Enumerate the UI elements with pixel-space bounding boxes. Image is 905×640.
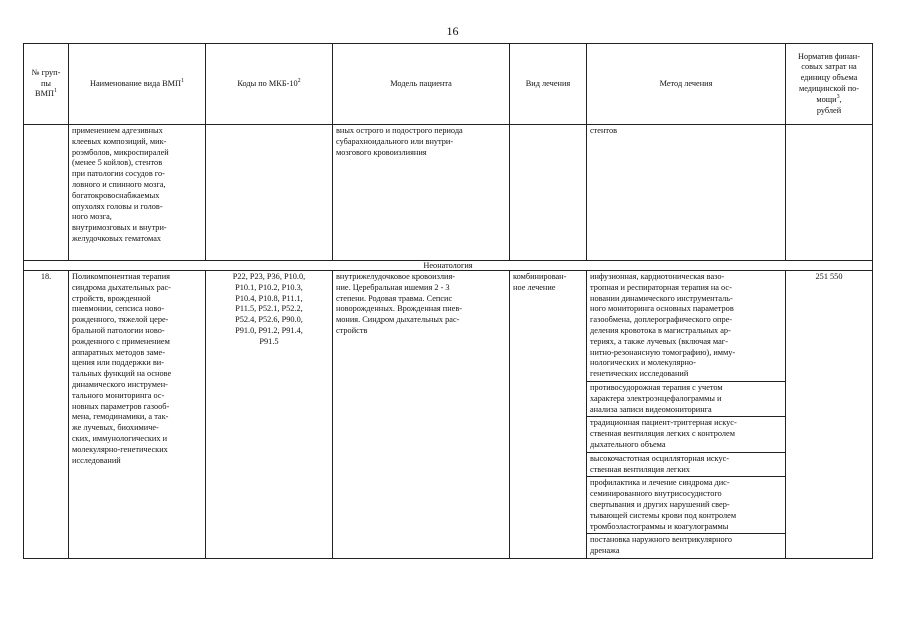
header-vmp-name: Наименование вида ВМП$^1$ (69, 44, 206, 125)
continued-patient-model: вных острого и подострого периода субарахноидального или внутри- мозгового кровоизлияния (333, 125, 510, 261)
header-patient-model: Модель пациента (333, 44, 510, 125)
row18-methods (587, 271, 786, 559)
row18-vmp-name: Поликомпонентная терапия синдрома дыхательных рас- стройств, врожденной пневмонии, сепсиса ново- рожденного, тяжелой цере- бральной патологии ново- рожденного с применением аппаратных методов заме- щения или поддержки ви- тальных функций на основе динамического инструмен- тального мониторинга ос- новных параметров газооб- мена, гемодинамики, а так- же лучевых, биохимиче- ских, иммунологических и молекулярно-генетических исследований (69, 271, 206, 559)
vmp-table (23, 43, 873, 559)
row18-group-number: 18. (24, 271, 69, 559)
header-group-number: № груп- пы ВМП$^1$ (24, 44, 69, 125)
continued-vmp-name: применением адгезивных клеевых композиций, мик- роэмболов, микроспиралей (менее 5 койлов), стентов при патологии сосудов го- ловного и спинного мозга, богатокровоснабжаемых опухолях головы и голов- ного мозга, внутримозговых и внутри- желудочковых гематомах (69, 125, 206, 261)
row18-treatment-type: комбинирован- ное лечение (510, 271, 587, 559)
method-item: инфузионная, кардиотоническая вазо- тропная и респираторная терапия на ос- новании динамического инструменталь- ного мониторинга основных параметров газообмена, доплерографического опре- деления кровотока в магистральных ар- териях, а также лучевых (включая маг- нитно-резонансную томографию), имму- нологических и молекулярно- генетических исследований (590, 272, 736, 379)
header-financial-norm: Норматив финан- совых затрат на единицу объема медицинской по- мощи$^3$, рублей (786, 44, 873, 125)
method-item: традиционная пациент-триггерная искус- ственная вентиляция легких с контролем дыхательного объема (587, 416, 785, 451)
header-icd-codes: Коды по МКБ-$10^2$ (206, 44, 333, 125)
row-18 (24, 271, 873, 559)
section-row (24, 261, 873, 271)
method-item: противосудорожная терапия с учетом характера электроэнцефалограммы и анализа записи видеомониторинга (587, 381, 785, 416)
page-number: 16 (446, 24, 459, 38)
continued-method: стентов (587, 125, 786, 261)
method-item: постановка наружного вентрикулярного дренажа (587, 533, 785, 558)
header-treatment-method: Метод лечения (587, 44, 786, 125)
continued-row (24, 125, 873, 261)
section-title: Неонатология (24, 261, 873, 271)
row18-financial-norm: 251 550 (786, 271, 873, 559)
header-treatment-type: Вид лечения (510, 44, 587, 125)
header-row (24, 44, 873, 125)
row18-patient-model: внутрижелудочковое кровоизлия- ние. Церебральная ишемия 2 - 3 степени. Родовая травма. Сепсис новорожденных. Врожденная пнев- мония. Синдром дыхательных рас- стройств (333, 271, 510, 559)
method-item: профилактика и лечение синдрома дис- семинированного внутрисосудистого свертывания и других нарушений свер- тывающей системы крови под контролем тромбоэластограммы и коагулограммы (587, 476, 785, 533)
row18-icd-codes: P22, P23, P36, P10.0, P10.1, P10.2, P10.3, P10.4, P10.8, P11.1, P11.5, P52.1, P52.2, P52.4, P52.6, P90.0, P91.0, P91.2, P91.4, P91.5 (206, 271, 333, 559)
method-item: высокочастотная осцилляторная искус- ственная вентиляция легких (587, 452, 785, 477)
